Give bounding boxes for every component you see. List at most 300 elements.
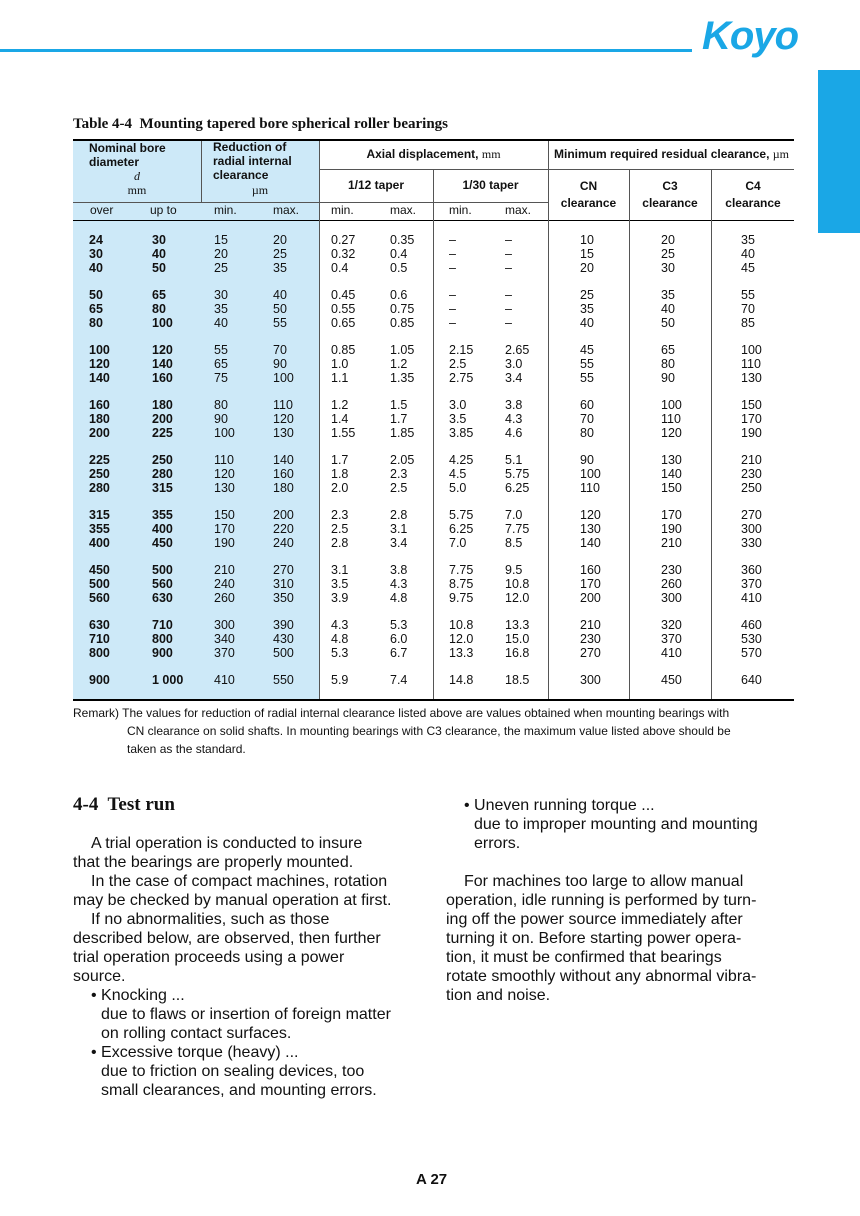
reduction-unit: µm [251, 183, 269, 197]
cell-over: 280 [89, 480, 110, 495]
cell-c4: 70 [741, 301, 755, 316]
cell-t12-min: 2.5 [331, 521, 349, 536]
table-remark [73, 704, 793, 758]
cell-t30-min: 8.75 [449, 576, 474, 591]
cell-t30-max: – [505, 233, 512, 247]
text-line: If no abnormalities, such as those [91, 911, 330, 928]
cell-t12-max: 0.6 [390, 288, 408, 302]
cell-over: 355 [89, 521, 110, 536]
remark-line-2: CN clearance on solid shafts. In mounting bearings with C3 clearance, the maximum value listed above should be [127, 724, 731, 738]
cell-t30-max: 7.75 [505, 521, 530, 536]
table-title: Table 4-4 Mounting tapered bore spherical roller bearings [73, 116, 449, 132]
cell-red-max: 110 [273, 398, 293, 412]
cell-cn: 110 [580, 480, 600, 495]
bore-header-line1: Nominal bore [89, 141, 166, 155]
cell-red-min: 240 [214, 576, 235, 591]
cell-red-max: 40 [273, 288, 287, 302]
cell-upto: 1 000 [152, 673, 184, 687]
cell-t12-max: 1.85 [390, 425, 415, 440]
cell-red-min: 370 [214, 645, 235, 660]
bore-header-line2: diameter [89, 155, 140, 169]
cell-red-max: 200 [273, 508, 294, 522]
cell-cn: 15 [580, 246, 594, 261]
cell-c3: 140 [661, 466, 682, 481]
cell-t30-min: – [449, 315, 456, 330]
text-line: due to flaws or insertion of foreign matter [101, 1006, 391, 1023]
cell-c4: 170 [741, 411, 762, 426]
cell-over: 24 [89, 233, 103, 247]
cell-t12-min: 4.8 [331, 631, 349, 646]
table-row [73, 316, 795, 330]
cell-upto: 500 [152, 563, 173, 577]
cell-upto: 80 [152, 301, 166, 316]
cell-red-min: 110 [214, 453, 234, 467]
cell-c4: 230 [741, 466, 762, 481]
cell-upto: 100 [152, 315, 173, 330]
cell-cn: 270 [580, 645, 601, 660]
cell-t12-max: 6.0 [390, 631, 408, 646]
cell-cn: 55 [580, 356, 594, 371]
cell-t12-min: 2.0 [331, 480, 349, 495]
text-line: • Uneven running torque ... [464, 797, 655, 814]
cell-t12-min: 3.1 [331, 563, 349, 577]
taper12-min-header: min. [331, 203, 354, 217]
cell-red-max: 140 [273, 453, 294, 467]
cell-red-min: 90 [214, 411, 228, 426]
cell-t30-min: 2.75 [449, 370, 474, 385]
table-bottom-rule [73, 699, 794, 701]
cell-red-min: 300 [214, 618, 235, 632]
cell-red-min: 120 [214, 466, 235, 481]
cell-c4: 40 [741, 246, 755, 261]
c3-clearance-header: clearance [642, 196, 698, 210]
table-row [73, 563, 795, 577]
cell-red-min: 15 [214, 233, 228, 247]
c4-clearance-header: clearance [725, 196, 781, 210]
reduction-header-line1: Reduction of [213, 140, 287, 154]
cell-red-min: 260 [214, 590, 235, 605]
cell-red-min: 25 [214, 260, 228, 275]
cell-t12-max: 2.5 [390, 480, 408, 495]
text-line: For machines too large to allow manual [464, 873, 744, 890]
taper-12-header: 1/12 taper [347, 178, 405, 192]
side-tab [818, 70, 860, 233]
text-line: A trial operation is conducted to insure [91, 835, 363, 852]
cell-over: 315 [89, 508, 110, 522]
cell-cn: 210 [580, 618, 601, 632]
cell-t30-max: 16.8 [505, 645, 530, 660]
cell-t12-max: 1.35 [390, 370, 415, 385]
text-line: trial operation proceeds using a power [73, 949, 345, 966]
table-row [73, 591, 795, 605]
cell-c4: 410 [741, 590, 762, 605]
cell-c4: 150 [741, 398, 762, 412]
cell-t12-min: 0.27 [331, 233, 356, 247]
cell-red-min: 20 [214, 246, 228, 261]
cell-c4: 300 [741, 521, 762, 536]
cell-t12-max: 4.8 [390, 590, 408, 605]
text-line: due to friction on sealing devices, too [101, 1063, 365, 1080]
cell-t12-max: 2.8 [390, 508, 408, 522]
cell-c3: 450 [661, 673, 682, 687]
table-row [73, 481, 795, 495]
cell-c4: 85 [741, 315, 755, 330]
cell-upto: 140 [152, 356, 173, 371]
text-line [446, 853, 796, 872]
cell-t30-max: 18.5 [505, 673, 530, 687]
cell-upto: 400 [152, 521, 173, 536]
cell-over: 630 [89, 618, 110, 632]
cell-over: 250 [89, 466, 110, 481]
cell-t30-min: – [449, 288, 456, 302]
cell-t12-min: 4.3 [331, 618, 349, 632]
cell-cn: 170 [580, 576, 601, 591]
cell-red-max: 240 [273, 535, 294, 550]
table-row [73, 508, 795, 522]
cell-t30-max: 12.0 [505, 590, 530, 605]
cell-red-max: 160 [273, 466, 294, 481]
cell-t12-min: 5.3 [331, 645, 349, 660]
cell-t30-min: – [449, 246, 456, 261]
cell-c3: 30 [661, 260, 675, 275]
cell-t12-max: 1.2 [390, 356, 408, 371]
cell-t12-min: 1.7 [331, 453, 349, 467]
cell-red-max: 120 [273, 411, 294, 426]
table-row [73, 357, 795, 371]
cell-upto: 50 [152, 260, 166, 275]
cell-cn: 230 [580, 631, 601, 646]
cell-c3: 25 [661, 246, 675, 261]
cell-t12-min: 0.65 [331, 315, 356, 330]
table-row [73, 646, 795, 660]
cell-red-min: 30 [214, 288, 228, 302]
cell-upto: 200 [152, 411, 173, 426]
cell-cn: 35 [580, 301, 594, 316]
cell-t12-min: 1.1 [331, 370, 349, 385]
cell-upto: 65 [152, 288, 166, 302]
cell-over: 450 [89, 563, 110, 577]
cell-upto: 355 [152, 508, 173, 522]
table-row [73, 247, 795, 261]
cell-t30-max: 10.8 [505, 576, 530, 591]
cell-t30-max: – [505, 288, 512, 302]
reduction-max-header: max. [273, 203, 300, 217]
taper30-min-header: min. [449, 203, 472, 217]
cell-c3: 130 [661, 453, 682, 467]
cell-t30-max: – [505, 246, 512, 261]
cell-c3: 260 [661, 576, 682, 591]
cell-c3: 230 [661, 563, 682, 577]
cell-t30-max: – [505, 301, 512, 316]
cell-t12-max: 3.8 [390, 563, 408, 577]
cell-red-max: 55 [273, 315, 287, 330]
text-line: small clearances, and mounting errors. [101, 1082, 377, 1099]
cell-over: 65 [89, 301, 103, 316]
cell-t12-max: 2.3 [390, 466, 408, 481]
cell-t12-min: 1.8 [331, 466, 349, 481]
table-row [73, 288, 795, 302]
cell-red-min: 75 [214, 370, 228, 385]
cell-cn: 300 [580, 673, 601, 687]
cell-t12-min: 0.4 [331, 260, 349, 275]
bore-symbol: d [134, 169, 140, 183]
cell-t12-min: 5.9 [331, 673, 349, 687]
reduction-header-line3: clearance [213, 168, 269, 182]
cell-t30-max: – [505, 260, 512, 275]
cell-t30-max: 13.3 [505, 618, 530, 632]
cell-c4: 130 [741, 370, 762, 385]
cell-t12-max: 4.3 [390, 576, 408, 591]
section-title: 4-4 Test run [73, 794, 175, 815]
cell-cn: 55 [580, 370, 594, 385]
cell-over: 30 [89, 246, 103, 261]
cell-c4: 190 [741, 425, 762, 440]
cell-t12-min: 0.32 [331, 246, 356, 261]
cell-upto: 450 [152, 535, 173, 550]
cell-t12-min: 0.55 [331, 301, 356, 316]
cell-red-max: 130 [273, 425, 294, 440]
cell-red-max: 35 [273, 260, 287, 275]
cell-t30-min: 6.25 [449, 521, 474, 536]
cell-red-max: 430 [273, 631, 294, 646]
text-line: may be checked by manual operation at first. [73, 892, 392, 909]
text-line: errors. [474, 835, 521, 852]
cell-red-min: 35 [214, 301, 228, 316]
residual-header-label: Minimum required residual clearance, [554, 147, 773, 161]
table-row [73, 467, 795, 481]
cell-c3: 35 [661, 288, 675, 302]
table-row [73, 343, 795, 357]
cell-t30-max: 15.0 [505, 631, 530, 646]
text-line: ing off the power source immediately after [446, 911, 743, 928]
cell-t30-min: 4.25 [449, 453, 474, 467]
cell-t30-min: 2.5 [449, 356, 467, 371]
text-line: rotate smoothly without any abnormal vibra- [446, 968, 757, 985]
cell-upto: 180 [152, 398, 173, 412]
residual-header [548, 147, 795, 161]
text-line: tion, it must be confirmed that bearings [446, 949, 722, 966]
table-row [73, 577, 795, 591]
cell-red-min: 130 [214, 480, 235, 495]
left-column-text [73, 834, 433, 1100]
text-line: • Knocking ... [91, 987, 185, 1004]
cell-red-max: 220 [273, 521, 294, 536]
cell-t12-min: 1.4 [331, 411, 349, 426]
cell-cn: 100 [580, 466, 601, 481]
table-row [73, 412, 795, 426]
cell-t12-max: 0.35 [390, 233, 415, 247]
table-row [73, 426, 795, 440]
cell-c4: 35 [741, 233, 755, 247]
table-top-rule [73, 139, 794, 141]
cell-red-max: 550 [273, 673, 294, 687]
cell-t12-max: 0.85 [390, 315, 415, 330]
text-line: • Excessive torque (heavy) ... [91, 1044, 299, 1061]
cell-over: 200 [89, 425, 110, 440]
cell-c3: 40 [661, 301, 675, 316]
cell-t12-max: 5.3 [390, 618, 408, 632]
cell-upto: 160 [152, 370, 173, 385]
cell-c3: 120 [661, 425, 682, 440]
cell-over: 180 [89, 411, 110, 426]
axial-header [319, 147, 548, 161]
cell-t12-max: 3.1 [390, 521, 408, 536]
minmax-rule [73, 202, 548, 203]
cell-t30-max: 4.6 [505, 425, 523, 440]
cell-t12-min: 2.3 [331, 508, 349, 522]
text-line: on rolling contact surfaces. [101, 1025, 292, 1042]
table-row [73, 536, 795, 550]
cell-t30-min: 12.0 [449, 631, 474, 646]
table-row [73, 261, 795, 275]
cell-upto: 40 [152, 246, 166, 261]
cell-t30-max: 3.0 [505, 356, 523, 371]
cell-c3: 300 [661, 590, 682, 605]
cell-c4: 270 [741, 508, 762, 522]
cell-t12-min: 2.8 [331, 535, 349, 550]
cell-t12-min: 3.5 [331, 576, 349, 591]
cell-red-max: 70 [273, 343, 287, 357]
cell-t12-max: 1.5 [390, 398, 408, 412]
cell-upto: 250 [152, 453, 173, 467]
cell-over: 50 [89, 288, 103, 302]
cell-cn: 20 [580, 260, 594, 275]
cell-upto: 630 [152, 590, 173, 605]
cell-t12-max: 0.4 [390, 246, 408, 261]
cell-t30-min: 5.75 [449, 508, 474, 522]
cell-red-max: 90 [273, 356, 287, 371]
cell-c4: 370 [741, 576, 762, 591]
cell-red-max: 100 [273, 370, 294, 385]
cell-red-min: 170 [214, 521, 235, 536]
cell-red-min: 210 [214, 563, 235, 577]
cell-upto: 900 [152, 645, 173, 660]
cell-t30-min: 7.0 [449, 535, 467, 550]
cell-c3: 190 [661, 521, 682, 536]
cell-t12-min: 3.9 [331, 590, 349, 605]
cell-red-max: 500 [273, 645, 294, 660]
cell-t30-max: – [505, 315, 512, 330]
cell-cn: 70 [580, 411, 594, 426]
cell-upto: 120 [152, 343, 173, 357]
cell-t30-min: 10.8 [449, 618, 474, 632]
cell-t30-min: 3.0 [449, 398, 467, 412]
cell-red-max: 390 [273, 618, 294, 632]
cell-over: 40 [89, 260, 103, 275]
cell-t30-max: 6.25 [505, 480, 530, 495]
cell-over: 225 [89, 453, 110, 467]
reduction-min-header: min. [214, 203, 237, 217]
cell-c3: 370 [661, 631, 682, 646]
cell-t30-min: 13.3 [449, 645, 474, 660]
reduction-header-line2: radial internal [213, 154, 292, 168]
cell-c3: 110 [661, 411, 681, 426]
cell-upto: 560 [152, 576, 173, 591]
cell-t30-max: 5.75 [505, 466, 530, 481]
text-line: source. [73, 968, 126, 985]
cell-upto: 710 [152, 618, 173, 632]
cell-t12-max: 3.4 [390, 535, 408, 550]
cell-cn: 140 [580, 535, 601, 550]
cell-t12-max: 1.7 [390, 411, 408, 426]
cell-red-min: 410 [214, 673, 235, 687]
cell-c3: 170 [661, 508, 682, 522]
cell-t30-min: – [449, 233, 456, 247]
c4-header: C4 [745, 179, 761, 193]
cell-over: 500 [89, 576, 110, 591]
cell-c4: 110 [741, 356, 761, 371]
cell-c3: 320 [661, 618, 682, 632]
text-line: turning it on. Before starting power opera- [446, 930, 742, 947]
cell-red-min: 55 [214, 343, 228, 357]
table-row [73, 371, 795, 385]
table-row [73, 522, 795, 536]
cell-t30-min: 14.8 [449, 673, 474, 687]
residual-header-unit: µm [772, 147, 789, 161]
text-line: In the case of compact machines, rotation [91, 873, 388, 890]
cell-t12-max: 0.75 [390, 301, 415, 316]
cell-upto: 280 [152, 466, 173, 481]
cell-red-min: 80 [214, 398, 228, 412]
table-row [73, 453, 795, 467]
table-row [73, 398, 795, 412]
cell-cn: 130 [580, 521, 601, 536]
remark-line-1: Remark) The values for reduction of radial internal clearance listed above are values obtained when mounting bearings with [73, 706, 730, 720]
text-line: operation, idle running is performed by turn- [446, 892, 757, 909]
cell-c3: 410 [661, 645, 682, 660]
cell-c4: 530 [741, 631, 762, 646]
cell-red-min: 100 [214, 425, 235, 440]
cell-t30-min: – [449, 260, 456, 275]
cell-t12-min: 1.2 [331, 398, 349, 412]
table-row [73, 302, 795, 316]
cell-red-max: 20 [273, 233, 287, 247]
cell-t30-max: 8.5 [505, 535, 523, 550]
cell-c3: 210 [661, 535, 682, 550]
cell-c3: 20 [661, 233, 675, 247]
cell-over: 140 [89, 370, 110, 385]
cell-c4: 55 [741, 288, 755, 302]
cell-t30-min: 9.75 [449, 590, 474, 605]
cell-upto: 30 [152, 233, 166, 247]
cell-t12-max: 1.05 [390, 343, 415, 357]
cell-over: 800 [89, 645, 110, 660]
cell-c3: 65 [661, 343, 675, 357]
over-header: over [90, 203, 114, 217]
axial-header-unit: mm [481, 147, 501, 161]
cell-cn: 10 [580, 233, 594, 247]
cell-c3: 80 [661, 356, 675, 371]
cell-c4: 100 [741, 343, 762, 357]
cell-red-max: 350 [273, 590, 294, 605]
right-column-text [446, 796, 796, 1005]
cell-c4: 250 [741, 480, 762, 495]
cell-c4: 460 [741, 618, 762, 632]
remark-line-3: taken as the standard. [127, 742, 246, 756]
cell-cn: 160 [580, 563, 601, 577]
cell-upto: 800 [152, 631, 173, 646]
cell-over: 80 [89, 315, 103, 330]
cell-t12-min: 1.55 [331, 425, 356, 440]
cell-c4: 640 [741, 673, 762, 687]
cell-c4: 210 [741, 453, 762, 467]
cell-red-max: 180 [273, 480, 294, 495]
text-line: due to improper mounting and mounting [474, 816, 758, 833]
cell-c4: 570 [741, 645, 762, 660]
cell-t30-min: – [449, 301, 456, 316]
cell-red-min: 340 [214, 631, 235, 646]
page-number: A 27 [416, 1171, 448, 1188]
